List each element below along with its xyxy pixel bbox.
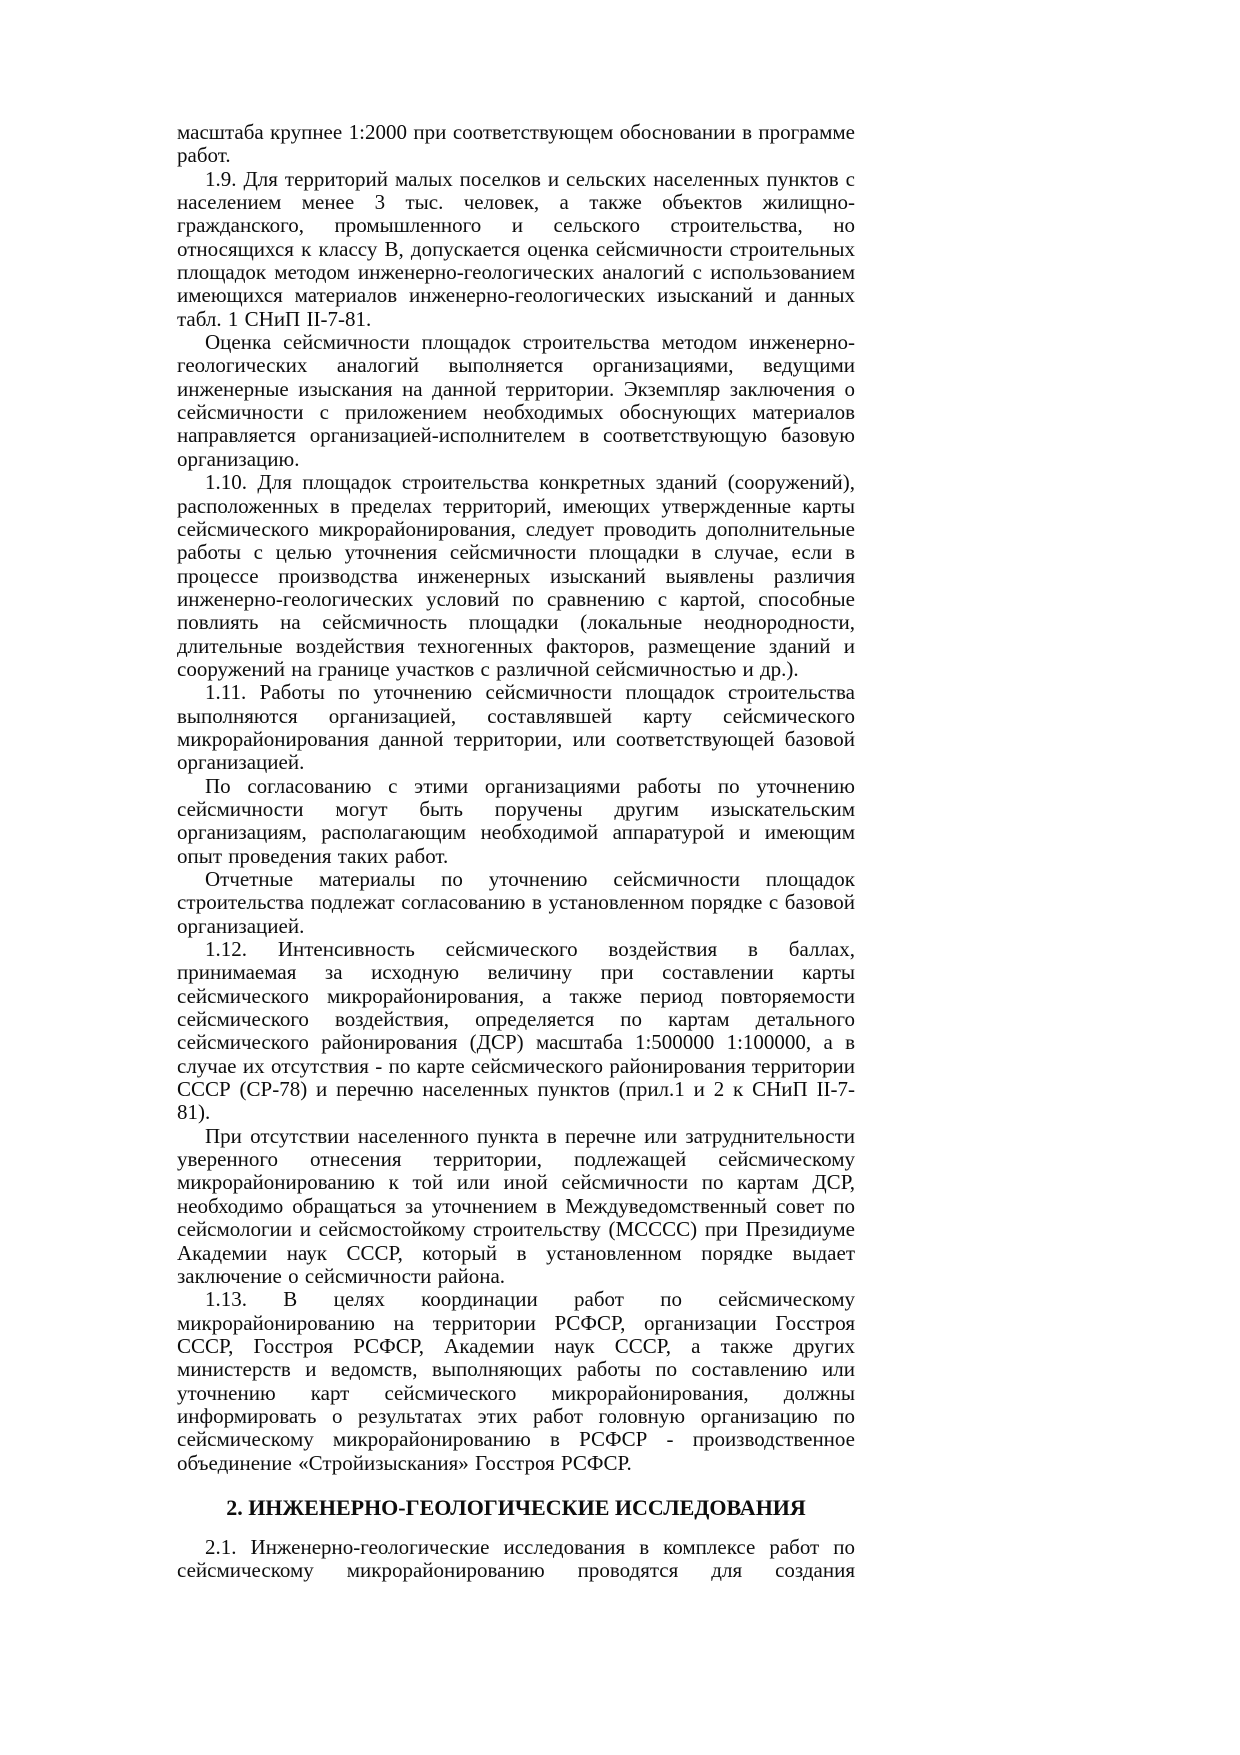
document-text-column xyxy=(177,121,855,1583)
paragraph-2-1: 2.1. Инженерно-геологические исследования в комплексе работ по сейсмическому микрорайонированию проводятся для создания xyxy=(177,1534,855,1583)
paragraph-1-9-note: Оценка сейсмичности площадок строительства методом инженерно-геологических аналогий выполняется организациями, ведущими инженерные изыскания на данной территории. Экземпляр заключения о сейсмичности с приложением необходимых обоснующих материалов направляется организацией-исполнителем в соответствующую базовую организацию. xyxy=(177,330,855,471)
paragraph-1-13: 1.13. В целях координации работ по сейсмическому микрорайонированию на территории РСФСР, организации Госстроя СССР, Госстроя РСФСР, Академии наук СССР, а также других министерств и ведомств, выполняющих работы по составлению или уточнению карт сейсмического микрорайонирования, должны информировать о результатах этих работ головную организацию по сейсмическому микрорайонированию в РСФСР - производственное объединение «Стройизыскания» Госстроя РСФСР. xyxy=(177,1287,855,1475)
paragraph-1-11: 1.11. Работы по уточнению сейсмичности площадок строительства выполняются организацией, составлявшей карту сейсмического микрорайонирования данной территории, или соответствующей базовой организацией. xyxy=(177,680,855,775)
paragraph-1-10: 1.10. Для площадок строительства конкретных зданий (сооружений), расположенных в пределах территорий, имеющих утвержденные карты сейсмического микрорайонирования, следует проводить дополнительные работы с целью уточнения сейсмичности площадки в случае, если в процессе производства инженерных изысканий выявлены различия инженерно-геологических условий по сравнению с картой, способные повлиять на сейсмичность площадки (локальные неоднородности, длительные воздействия техногенных факторов, размещение зданий и сооружений на границе участков с различной сейсмичностью и др.). xyxy=(177,470,855,681)
paragraph-1-12: 1.12. Интенсивность сейсмического воздействия в баллах, принимаемая за исходную величину при составлении карты сейсмического микрорайонирования, а также период повторяемости сейсмического воздействия, определяется по картам детального сейсмического районирования (ДСР) масштаба 1:500000 1:100000, а в случае их отсутствия - по карте сейсмического районирования территории СССР (СР-78) и перечню населенных пунктов (прил.1 и 2 к СНиП II-7-81). xyxy=(177,937,855,1125)
paragraph-1-9: 1.9. Для территорий малых поселков и сельских населенных пунктов с населением менее 3 тыс. человек, а также объектов жилищно-гражданского, промышленного и сельского строительства, но относящихся к классу В, допускается оценка сейсмичности строительных площадок методом инженерно-геологических аналогий с использованием имеющихся материалов инженерно-геологических изысканий и данных табл. 1 СНиП II-7-81. xyxy=(177,166,855,331)
paragraph-1-11-note-1: По согласованию с этими организациями работы по уточнению сейсмичности могут быть поручены другим изыскательским организациям, располагающим необходимой аппаратурой и имеющим опыт проведения таких работ. xyxy=(177,773,855,868)
paragraph-continuation-from-previous-page: масштаба крупнее 1:2000 при соответствующем обосновании в программе работ. xyxy=(177,120,855,168)
paragraph-1-12-note: При отсутствии населенного пункта в перечне или затруднительности уверенного отнесения территории, подлежащей сейсмическому микрорайонированию к той или иной сейсмичности по картам ДСР, необходимо обращаться за уточнением в Междуведомственный совет по сейсмологии и сейсмостойкому строительству (МСССС) при Президиуме Академии наук СССР, который в установленном порядке выдает заключение о сейсмичности района. xyxy=(177,1123,855,1288)
paragraph-1-11-note-2: Отчетные материалы по уточнению сейсмичности площадок строительства подлежат согласованию в установленном порядке с базовой организацией. xyxy=(177,867,855,938)
section-2-heading: 2. ИНЖЕНЕРНО-ГЕОЛОГИЧЕСКИЕ ИССЛЕДОВАНИЯ xyxy=(226,1494,806,1520)
